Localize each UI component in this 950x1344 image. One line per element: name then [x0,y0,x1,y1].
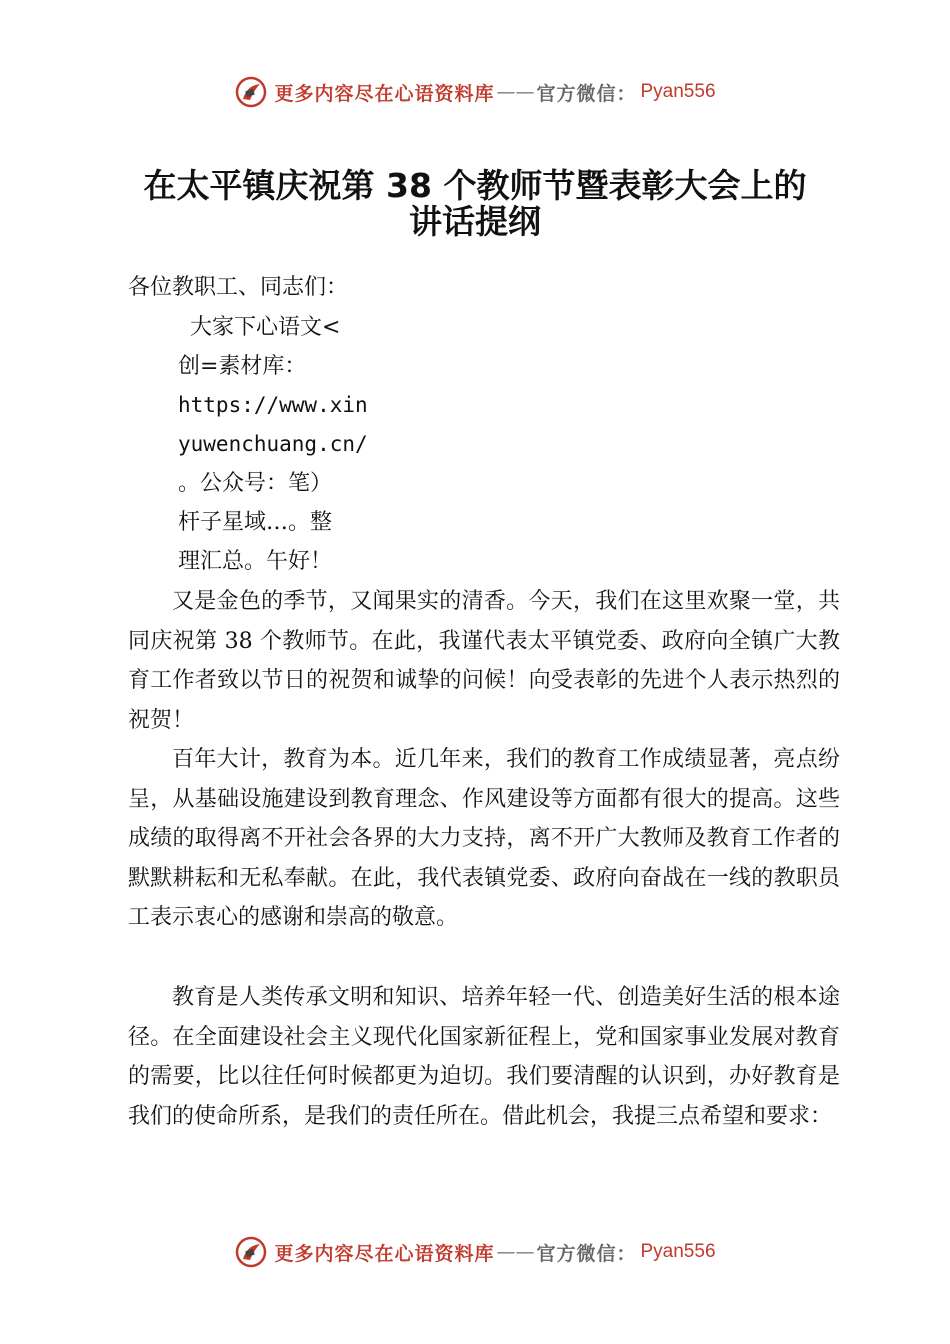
footer-banner [0,1232,950,1272]
side-line: 杆子星域…。整 [178,510,333,535]
banner-handle: Pyan556 [640,1241,716,1262]
banner-label: 更多内容尽在心语资料库 [274,82,495,105]
banner-label: 更多内容尽在心语资料库 [274,1242,495,1265]
side-line: https://www.xin [178,393,368,417]
header-banner [0,72,950,112]
logo-icon [234,1235,268,1269]
banner-separator: —— [496,1241,535,1263]
body-paragraph: 又是金色的季节，又闻果实的清香。今天，我们在这里欢聚一堂，共同庆祝第 38 个教师节。在此，我谨代表太平镇党委、政府向全镇广大教育工作者致以节日的祝贺和诚挚的问候！向受表彰的先进个人表示热烈的祝贺！ [128,589,840,733]
body-paragraph: 百年大计，教育为本。近几年来，我们的教育工作成绩显著，亮点纷呈，从基础设施建设到教育理念、作风建设等方面都有很大的提高。这些成绩的取得离不开社会各界的大力支持，离不开广大教师及教育工作者的默默耕耘和无私奉献。在此，我代表镇党委、政府向奋战在一线的教职员工表示衷心的感谢和崇高的敬意。 [128,747,840,930]
body-paragraph: 教育是人类传承文明和知识、培养年轻一代、创造美好生活的根本途径。在全面建设社会主义现代化国家新征程上，党和国家事业发展对教育的需要，比以往任何时候都更为迫切。我们要清醒的认识到，办好教育是我们的使命所系，是我们的责任所在。借此机会，我提三点希望和要求： [128,985,840,1129]
banner-label-wechat: 官方微信： [536,1242,637,1265]
banner-label-wechat: 官方微信： [536,82,637,105]
side-line: yuwenchuang.cn/ [178,432,368,456]
side-line: 大家下心语文< [190,315,341,340]
title-line-1: 在太平镇庆祝第 38 个教师节暨表彰大会上的 [143,166,807,205]
document-title [80,168,870,240]
logo-icon [234,75,268,109]
banner-separator: —— [496,81,535,103]
banner-handle: Pyan556 [640,81,716,102]
side-line: 理汇总。午好！ [178,549,333,574]
side-note [178,308,378,581]
greeting: 各位教职工、同志们： [128,275,349,300]
side-line: 。公众号：笔） [178,471,333,496]
side-line: 创=素材库： [178,354,307,379]
title-line-2: 讲话提纲 [409,202,541,241]
